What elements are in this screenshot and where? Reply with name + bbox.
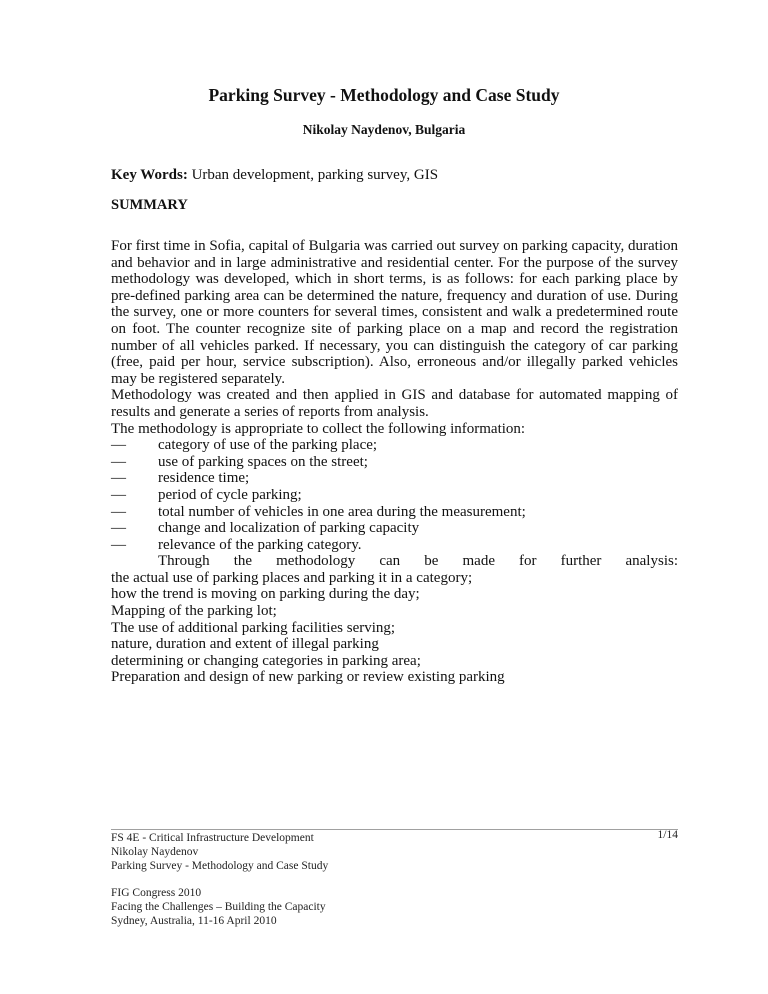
information-list	[111, 437, 678, 553]
list-item: — change and localization of parking capacity	[111, 520, 420, 537]
keywords-value: Urban development, parking survey, GIS	[187, 167, 439, 183]
dash-bullet-icon: —	[111, 437, 126, 454]
footer-location-date: Sydney, Australia, 11-16 April 2010	[111, 914, 277, 927]
list-item: — use of parking spaces on the street;	[111, 453, 368, 470]
list-item: — period of cycle parking;	[111, 486, 302, 503]
footer-session: FS 4E - Critical Infrastructure Development	[111, 832, 314, 844]
list-item: how the trend is moving on parking during the day;	[111, 586, 420, 603]
dash-bullet-icon: —	[111, 536, 126, 553]
list-item: determining or changing categories in parking area;	[111, 652, 421, 669]
list-item: the actual use of parking places and parking it in a category;	[111, 569, 473, 586]
footer-theme: Facing the Challenges – Building the Capacity	[111, 901, 326, 914]
summary-body	[111, 238, 678, 686]
paragraph-methodology: Methodology was created and then applied in GIS and database for automated mapping of results and generate a series of reports from analysis.	[111, 387, 678, 420]
author-line: Nikolay Naydenov, Bulgaria	[302, 122, 466, 137]
summary-heading: SUMMARY	[111, 197, 188, 213]
keywords-label: Key Words:	[111, 167, 188, 183]
footer-paper-title: Parking Survey - Methodology and Case Study	[111, 859, 329, 872]
list-item: — total number of vehicles in one area during the measurement;	[111, 503, 526, 520]
keywords-line	[111, 166, 438, 184]
page-footer	[111, 832, 328, 929]
list-item: — category of use of the parking place;	[111, 437, 378, 454]
dash-bullet-icon: —	[111, 470, 126, 487]
footer-congress: FIG Congress 2010	[111, 887, 202, 900]
dash-bullet-icon: —	[111, 520, 126, 537]
list-item: nature, duration and extent of illegal parking	[111, 636, 379, 653]
document-title: Parking Survey - Methodology and Case Study	[208, 85, 560, 105]
dash-bullet-icon: —	[111, 453, 126, 470]
dash-bullet-icon: —	[111, 486, 126, 503]
analysis-intro: Through the methodology can be made for further analysis:	[158, 553, 678, 570]
dash-bullet-icon: —	[111, 503, 126, 520]
list-item: Preparation and design of new parking or review existing parking	[111, 669, 505, 686]
list-item: The use of additional parking facilities serving;	[111, 619, 396, 636]
paragraph-intro: For first time in Sofia, capital of Bulgaria was carried out survey on parking capacity, duration and behavior and in large administrative and residential center. For the purpose of the survey methodology was developed, which in short terms, is as follows: for each parking place by pre-defined parking area can be determined the nature, frequency and duration of use. During the survey, one or more counters for several times, consistent and walk a predetermined route on foot. The counter recognize site of parking place on a map and record the registration number of all vehicles parked. If necessary, you can distinguish the category of car parking (free, paid per hour, service subscription). Also, erroneous and/or illegally parked vehicles may be registered separately.	[111, 238, 678, 387]
paragraph-collect: The methodology is appropriate to collect the following information:	[111, 420, 526, 437]
list-item: — relevance of the parking category.	[111, 536, 362, 553]
list-item: Mapping of the parking lot;	[111, 603, 277, 620]
list-item: — residence time;	[111, 470, 250, 487]
page-number: 1/14	[657, 829, 678, 841]
analysis-list	[111, 570, 678, 686]
footer-divider	[111, 829, 678, 830]
footer-gap	[111, 873, 328, 887]
footer-author: Nikolay Naydenov	[111, 845, 199, 858]
